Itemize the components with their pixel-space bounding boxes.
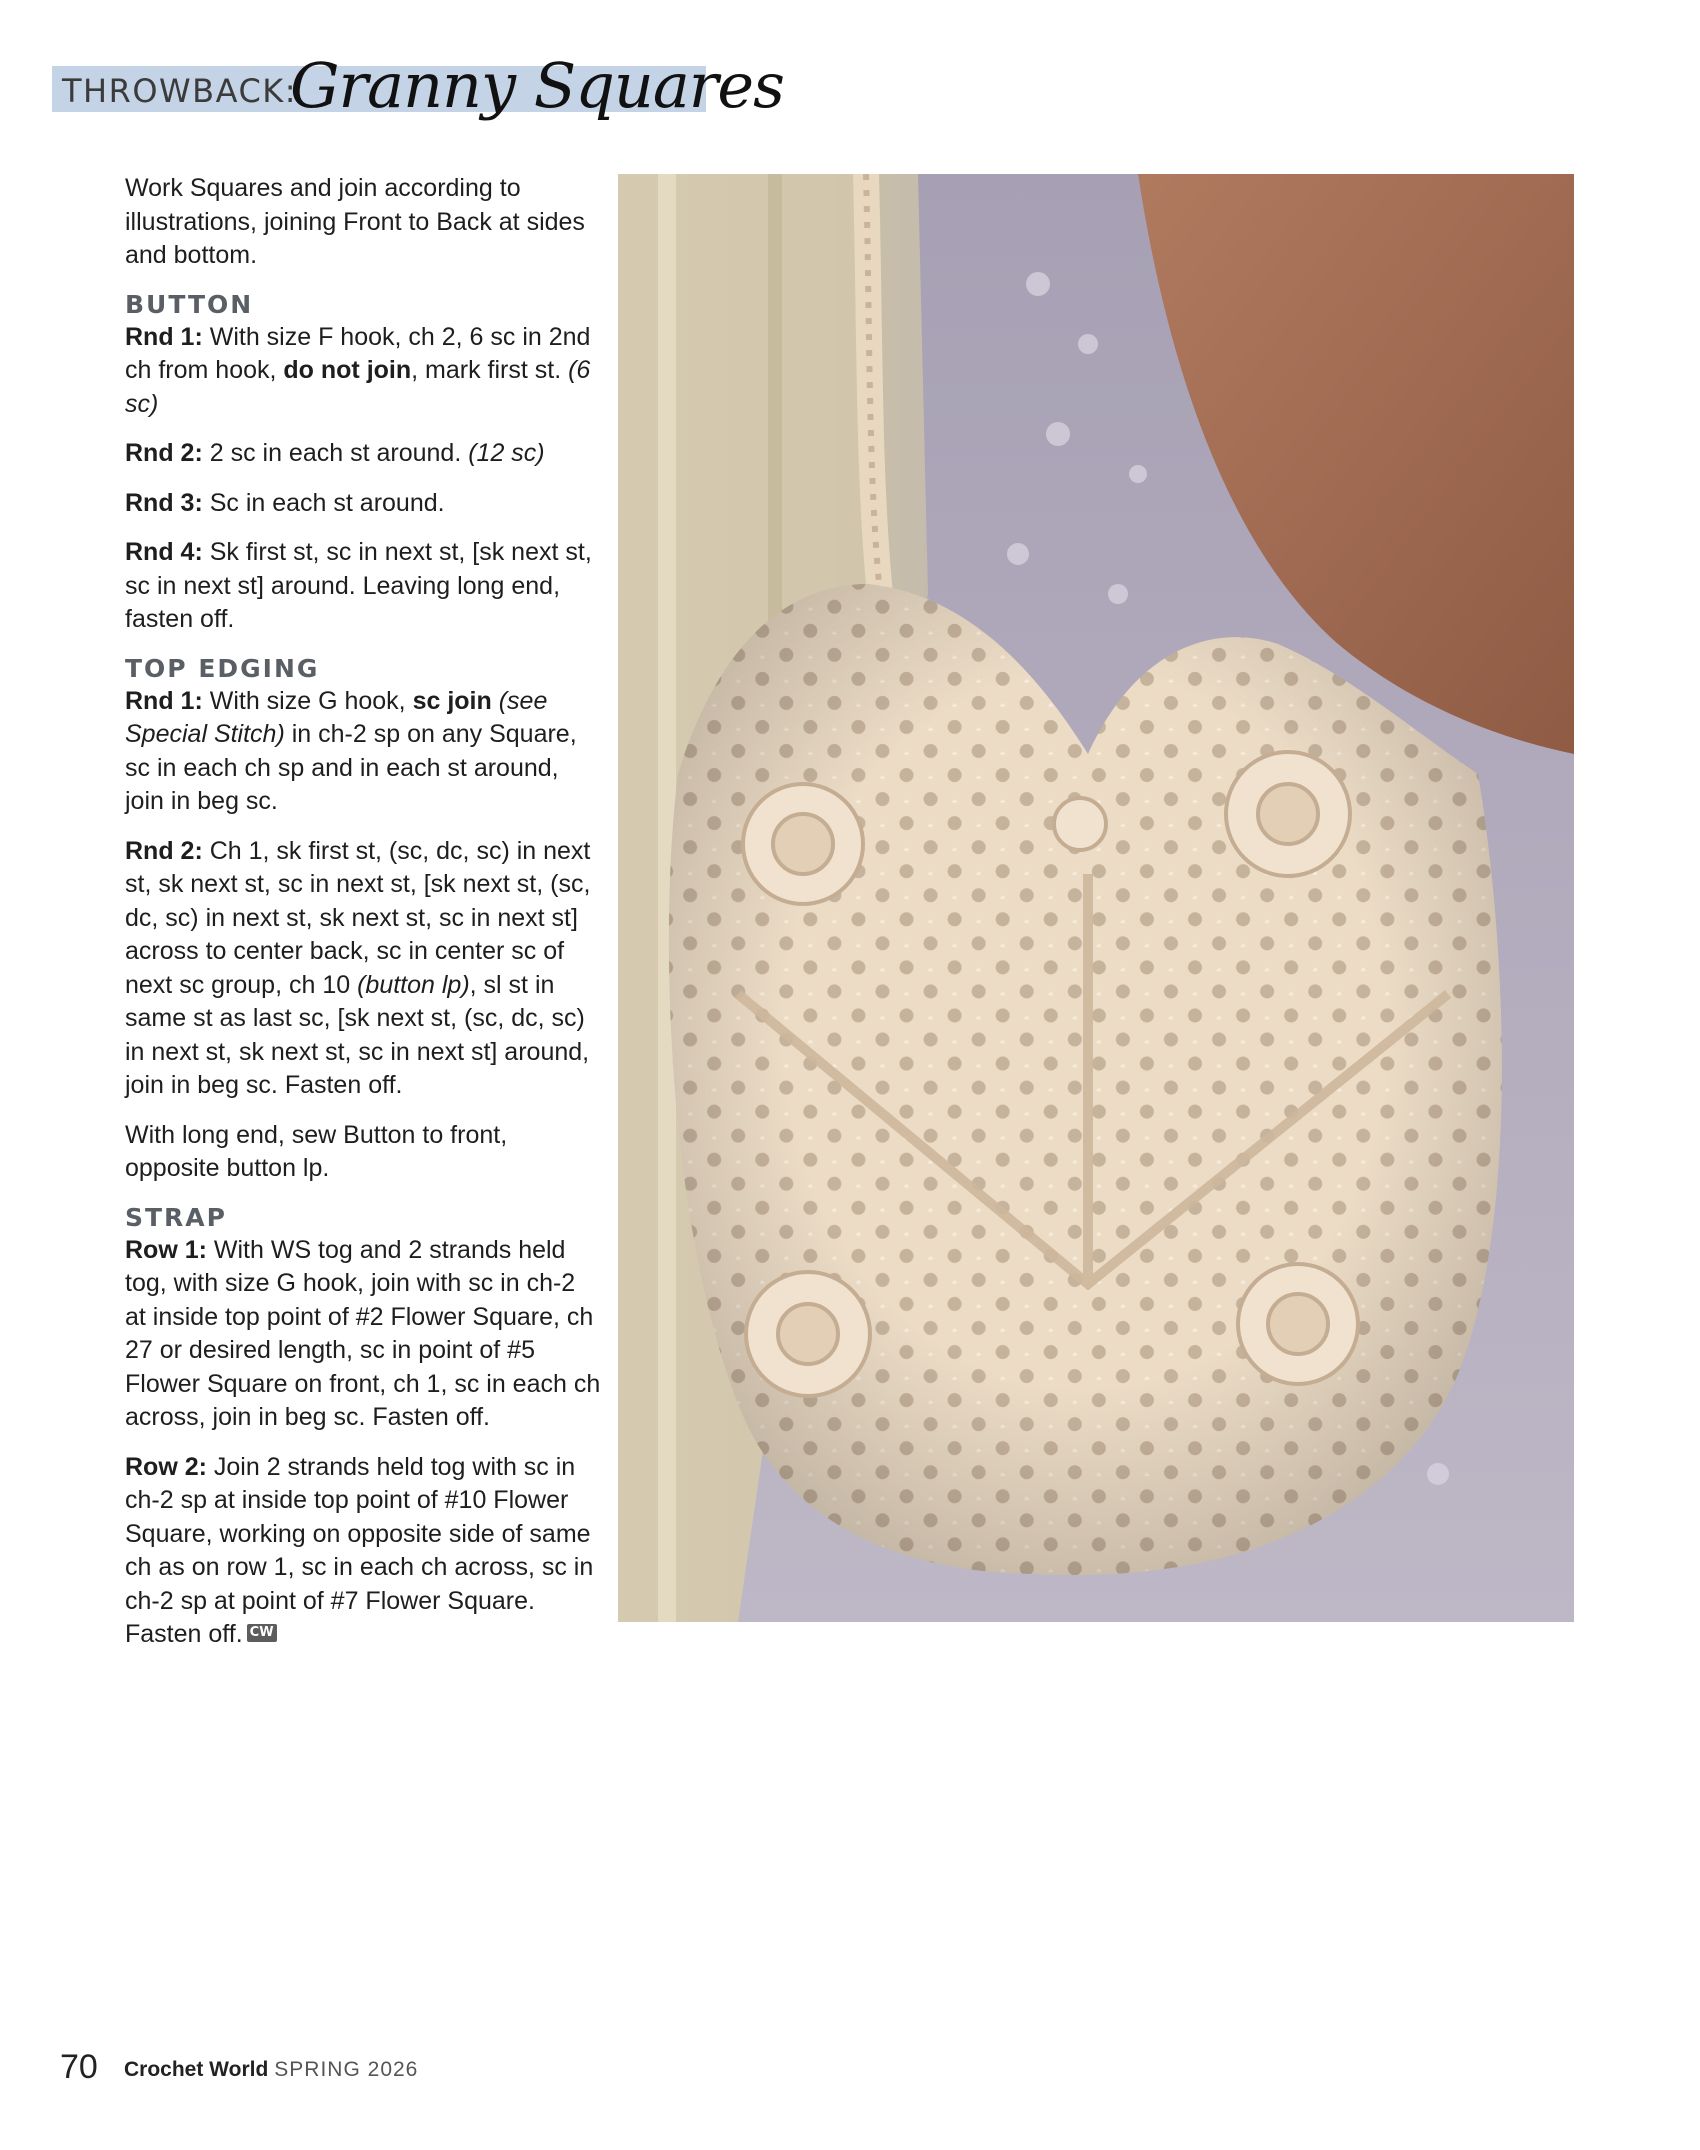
rnd-text: , sl st in same st as last sc, [sk next st, (sc, dc, sc) in next st, sk next st, sc in next st] around, join in beg sc. Fasten off.: [125, 970, 590, 1099]
rnd-label: Rnd 2:: [125, 836, 203, 865]
rnd-text: Sc in each st around.: [202, 488, 445, 517]
section-heading-button: BUTTON: [125, 289, 254, 319]
top-edging-rnd-1: [125, 685, 601, 819]
row-label: Row 1:: [125, 1235, 207, 1264]
stitch-count: (12 sc): [468, 439, 545, 467]
rnd-text: Sk first st, sc in next st, [sk next st, sc in next st] around. Leaving long end, fasten off.: [125, 538, 592, 633]
intro-paragraph: Work Squares and join according to illustrations, joining Front to Back at sides and bottom.: [125, 174, 585, 269]
cw-end-mark-icon: CW: [247, 1624, 277, 1642]
pattern-text-column: [125, 172, 601, 1668]
rnd-bold-text: sc join: [412, 686, 492, 715]
rnd-italic-text: (button lp): [357, 970, 470, 999]
rnd-label: Rnd 2:: [125, 439, 203, 467]
rnd-text: With size F hook, ch 2, 6 sc in 2nd ch from hook,: [125, 322, 591, 384]
stitch-count: (6 sc): [125, 356, 591, 418]
row-label: Row 2:: [125, 1452, 207, 1481]
rnd-label: Rnd 4:: [125, 538, 203, 566]
rnd-text: in ch-2 sp on any Square, sc in each ch sp and in each st around, join in beg sc.: [125, 720, 577, 815]
rnd-italic-text: (see Special Stitch): [125, 686, 548, 748]
strap-row-1: [125, 1234, 601, 1435]
page-number: 70: [60, 2048, 98, 2086]
rnd-text: With size G hook,: [202, 686, 413, 715]
rnd-text: 2 sc in each st around.: [202, 439, 469, 467]
button-rnd-2: [125, 437, 601, 471]
footer-publication: [124, 2058, 418, 2082]
rnd-label: Rnd 3:: [125, 488, 203, 517]
button-rnd-4: [125, 536, 601, 637]
issue-label: SPRING 2026: [274, 2058, 419, 2081]
rnd-bold-text: do not join: [283, 356, 412, 384]
rnd-label: Rnd 1:: [125, 322, 203, 351]
rnd-text: Ch 1, sk first st, (sc, dc, sc) in next st, sk next st, sc in next st, [sk next st, (sc, dc, sc) in next st, sk next st, sc in next st] across to center back, sc in center sc of next sc group, ch 10: [125, 836, 591, 999]
row-text: Join 2 strands held tog with sc in ch-2 sp at inside top point of #10 Flower Square, working on opposite side of same ch as on row 1, sc in each ch across, sc in ch-2 sp at point of #7 Flower Square. Fasten off.: [125, 1452, 594, 1648]
magazine-title: Crochet World: [124, 2058, 269, 2081]
top-edging-rnd-2: [125, 835, 601, 1103]
row-text: With WS tog and 2 strands held tog, with size G hook, join with sc in ch-2 at inside top point of #2 Flower Square, ch 27 or desired length, sc in point of #5 Flower Square on front, ch 1, sc in each ch across, join in beg sc. Fasten off.: [125, 1235, 601, 1431]
strap-row-2: [125, 1451, 601, 1652]
top-edging-note: With long end, sew Button to front, opposite button lp.: [125, 1120, 508, 1182]
section-heading-top-edging: TOP EDGING: [125, 653, 320, 683]
rnd-text: , mark first st.: [411, 356, 569, 384]
section-heading-strap: STRAP: [125, 1202, 227, 1232]
header-kicker: THROWBACK:: [62, 72, 298, 110]
rnd-label: Rnd 1:: [125, 686, 203, 715]
button-rnd-1: [125, 321, 601, 422]
header-script-title: Granny Squares: [290, 49, 784, 122]
bag-photo-illustration: [618, 174, 1574, 1622]
button-rnd-3: [125, 487, 601, 521]
crochet-bag-photo: [618, 174, 1574, 1622]
